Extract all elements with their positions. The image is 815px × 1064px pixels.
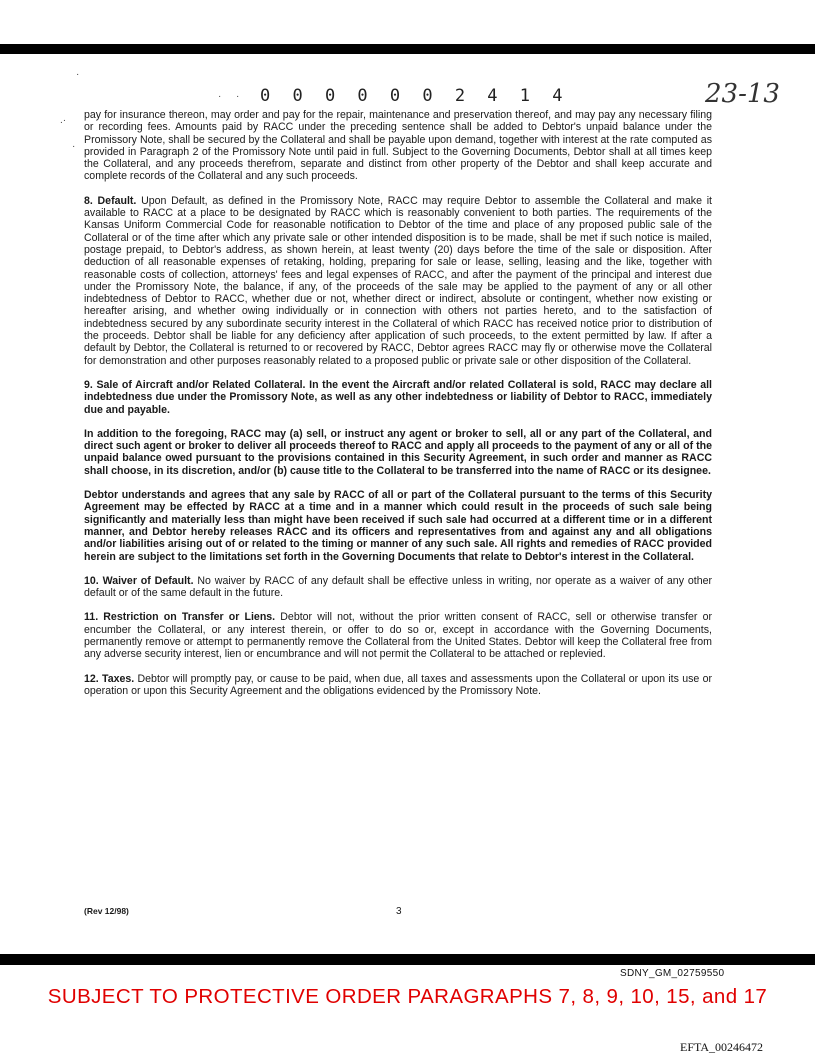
section-11-restriction: [84, 611, 712, 660]
scan-speck: ·: [236, 91, 240, 102]
revision-note: (Rev 12/98): [84, 906, 129, 916]
scan-speck: ·: [72, 141, 76, 152]
document-body: [84, 109, 712, 709]
section-heading: 11. Restriction on Transfer or Liens.: [84, 611, 276, 624]
section-8-default: [84, 195, 712, 367]
scan-speck: ·: [76, 69, 80, 80]
scan-top-border: [0, 44, 815, 54]
bates-number: SDNY_GM_02759550: [620, 968, 725, 979]
page-number: 3: [396, 906, 402, 917]
section-10-waiver: [84, 575, 712, 600]
section-9-paragraph-2: In addition to the foregoing, RACC may (a) sell, or instruct any agent or broker to sell, all or any part of the Collateral, and direct such agent or broker to deliver all proceeds thereof to RACC and apply all proceeds to the payment of any or all of the unpaid balance owed pursuant to the provisions contained in this Security Agreement, in such order and manner as RACC shall choose, in its discretion, and/or (b) cause title to the Collateral to be transferred into the name of RACC or its designee.: [84, 427, 712, 477]
section-9-sale: [84, 379, 712, 416]
handwritten-annotation: 23-13: [705, 79, 780, 109]
section-12-taxes: [84, 673, 712, 698]
section-heading: 9. Sale of Aircraft and/or Related Collateral.: [84, 378, 306, 391]
efta-identifier: EFTA_00246472: [680, 1040, 764, 1054]
section-heading: 8. Default.: [84, 194, 137, 207]
scan-bottom-border: [0, 954, 815, 965]
scan-speck: ·: [218, 91, 222, 102]
intro-paragraph: pay for insurance thereon, may order and pay for the repair, maintenance and preservation thereof, and may pay any necessary filing or recording fees. Amounts paid by RACC under the preceding sentence shall be added to Debtor's unpaid balance under the Promissory Note, shall be secured by the Collateral and shall be payable upon demand, together with interest at the rate computed as provided in Paragraph 2 of the Promissory Note until paid in full. Subject to the Governing Documents, Debtor shall at all times keep the Collateral, and any proceeds therefrom, separate and distinct from other property of the Debtor and shall keep accurate and complete records of the Collateral and any such proceeds.: [84, 109, 712, 183]
document-control-number: 0 0 0 0 0 0 2 4 1 4: [260, 86, 569, 106]
section-heading: 10. Waiver of Default.: [84, 574, 194, 587]
section-text: Debtor will not, without the prior written consent of RACC, sell or otherwise transfer or encumber the Collateral, or any interest therein, or offer to do so or, except in accordance with the Governing Documents, permanently remove or attempt to permanently remove the Collateral from the United States. Debtor will keep the Collateral free from any adverse security interest, lien or encumbrance and will not permit the Collateral to be attached or replevied.: [84, 611, 712, 661]
section-9-paragraph-3: Debtor understands and agrees that any sale by RACC of all or part of the Collateral pursuant to the terms of this Security Agreement may be effected by RACC at a time and in a manner which could result in the proceeds of such sale being significantly and materially less than might have been received if such sale had occurred at a different time or in a different manner, and Debtor hereby releases RACC and its officers and representatives from and against any and all obligations and/or liabilities arising out of or related to the timing or manner of any such sale. All rights and remedies of RACC provided herein are subject to the limitations set forth in the Governing Documents that relate to Debtor's interest in the Collateral.: [84, 489, 712, 563]
section-text: Debtor will promptly pay, or cause to be paid, when due, all taxes and assessments upon the Collateral or upon its use or operation or upon this Security Agreement and the obligations evidenced by the Promissory Note.: [84, 672, 712, 697]
section-heading: 12. Taxes.: [84, 672, 135, 685]
scan-speck: .·: [60, 115, 67, 126]
section-text: No waiver by RACC of any default shall be effective unless in writing, nor operate as a waiver of any other default or of the same default in the future.: [84, 574, 713, 600]
protective-order-banner: SUBJECT TO PROTECTIVE ORDER PARAGRAPHS 7, 8, 9, 10, 15, and 17: [47, 985, 768, 1008]
section-text: Upon Default, as defined in the Promissory Note, RACC may require Debtor to assemble the Collateral and make it available to RACC at a place to be designated by RACC which is reasonably convenient to both parties. The requirements of the Kansas Uniform Commercial Code for reasonable notification to Debtor of the time and place of any proposed public sale of the Collateral or of the time after which any private sale or other intended disposition is to be made, shall be met if such notice is mailed, postage prepaid, to Debtor's address, as shown herein, at least twenty (20) days before the time of the sale or disposition. After deduction of all reasonable expenses of retaking, holding, preparing for sale or lease, selling, leasing and the like, together with reasonable costs of collection, attorneys' fees and legal expenses of RACC, and after the payment of the principal and interest due under the Promissory Note, the balance, if any, of the proceeds of the sale may be applied to the payment of any or all other indebtedness of Debtor to RACC, whether due or not, whether direct or indirect, absolute or contingent, whether now existing or hereafter arising, and whether owing individually or in connection with others not parties hereto, and to the satisfaction of indebtedness secured by any subordinate security interest in the Collateral of which RACC has received notice prior to distribution of the proceeds. Debtor shall be liable for any deficiency after application of such proceeds, to the extent permitted by law. If after a default by Debtor, the Collateral is returned to or recovered by RACC, Debtor agrees RACC may fly or otherwise move the Collateral for demonstration and other purposes reasonably related to a proposed public or private sale or other disposition of the Collateral.: [84, 194, 712, 367]
section-text: In the event the Aircraft and/or related Collateral is sold, RACC may declare all indebtedness due under the Promissory Note, as well as any other indebtedness or liability of Debtor to RACC, immediately due and payable.: [84, 378, 712, 416]
